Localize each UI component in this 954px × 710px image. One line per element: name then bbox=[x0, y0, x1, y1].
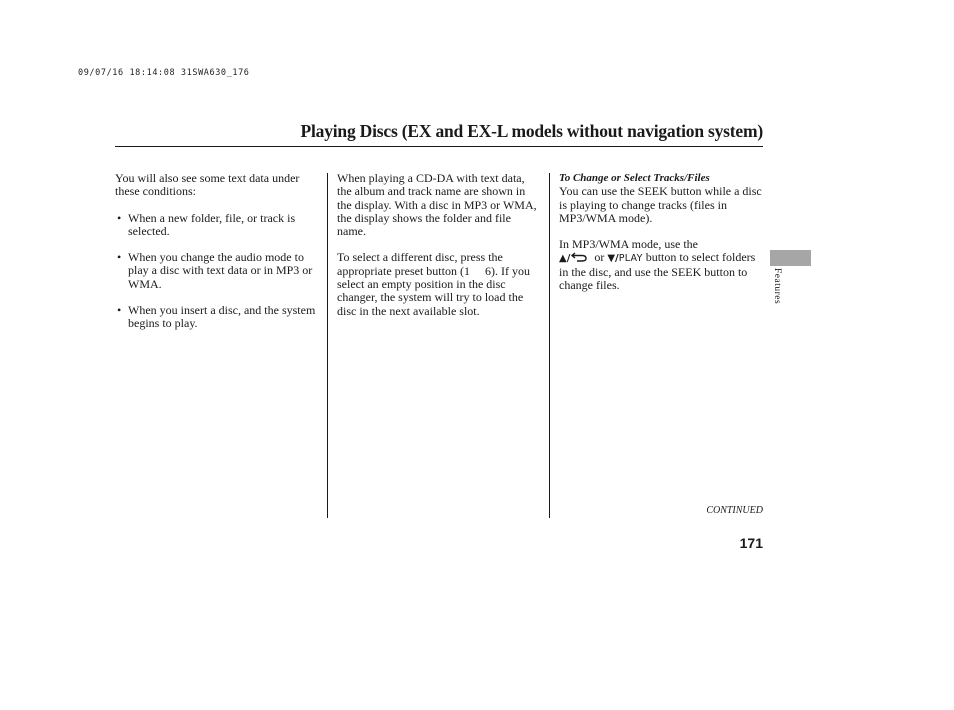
column-3 bbox=[559, 172, 765, 305]
bullet-icon: • bbox=[117, 250, 122, 265]
column-divider-1 bbox=[327, 173, 328, 518]
paragraph-lead: In MP3/WMA mode, use the bbox=[559, 237, 698, 252]
list-item bbox=[115, 212, 321, 239]
seek-paragraph: You can use the SEEK button while a disc is playing to change tracks (files in MP3/WMA mode). bbox=[559, 184, 762, 225]
column-1 bbox=[115, 172, 321, 344]
folder-up-button-label: ▲/ bbox=[559, 253, 571, 265]
continued-label: CONTINUED bbox=[706, 505, 763, 516]
list-item bbox=[115, 304, 321, 331]
print-timestamp: 09/07/16 18:14:08 31SWA630_176 bbox=[78, 68, 250, 78]
page-number: 171 bbox=[739, 535, 763, 551]
or-text: or bbox=[594, 250, 605, 265]
folder-down-button-label: ▼/ bbox=[607, 253, 619, 265]
bullet-icon: • bbox=[117, 303, 122, 318]
list-item-text: When a new folder, file, or track is selected. bbox=[128, 210, 296, 238]
column-1-intro: You will also see some text data under these conditions: bbox=[115, 171, 300, 199]
section-tab-marker bbox=[770, 250, 811, 266]
side-section-label: Features bbox=[772, 268, 782, 305]
title-rule bbox=[115, 146, 763, 147]
bullet-icon: • bbox=[117, 210, 122, 225]
column-divider-2 bbox=[549, 173, 550, 518]
list-item-text: When you change the audio mode to play a disc with text data or in MP3 or WMA. bbox=[128, 250, 313, 291]
column-2 bbox=[337, 172, 541, 331]
select-disc-paragraph: To select a different disc, press the appropriate preset button (1 6). If you select an empty position in the disc changer, the system will try to load the disc in the next available slot. bbox=[337, 250, 533, 318]
list-item bbox=[115, 251, 321, 291]
page-title: Playing Discs (EX and EX-L models without navigation system) bbox=[300, 121, 763, 141]
play-label: PLAY bbox=[618, 253, 643, 265]
list-item-text: When you insert a disc, and the system begins to play. bbox=[128, 303, 316, 331]
return-arrow-icon bbox=[570, 252, 588, 262]
conditions-list bbox=[115, 212, 321, 331]
paragraph-tail: button to select folders in the disc, and use the SEEK button to change files. bbox=[559, 250, 756, 293]
folder-select-paragraph bbox=[559, 238, 765, 292]
cd-text-paragraph: When playing a CD-DA with text data, the album and track name are shown in the display. With a disc in MP3 or WMA, the display shows the folder and file name. bbox=[337, 171, 537, 239]
section-heading: To Change or Select Tracks/Files bbox=[559, 172, 710, 184]
